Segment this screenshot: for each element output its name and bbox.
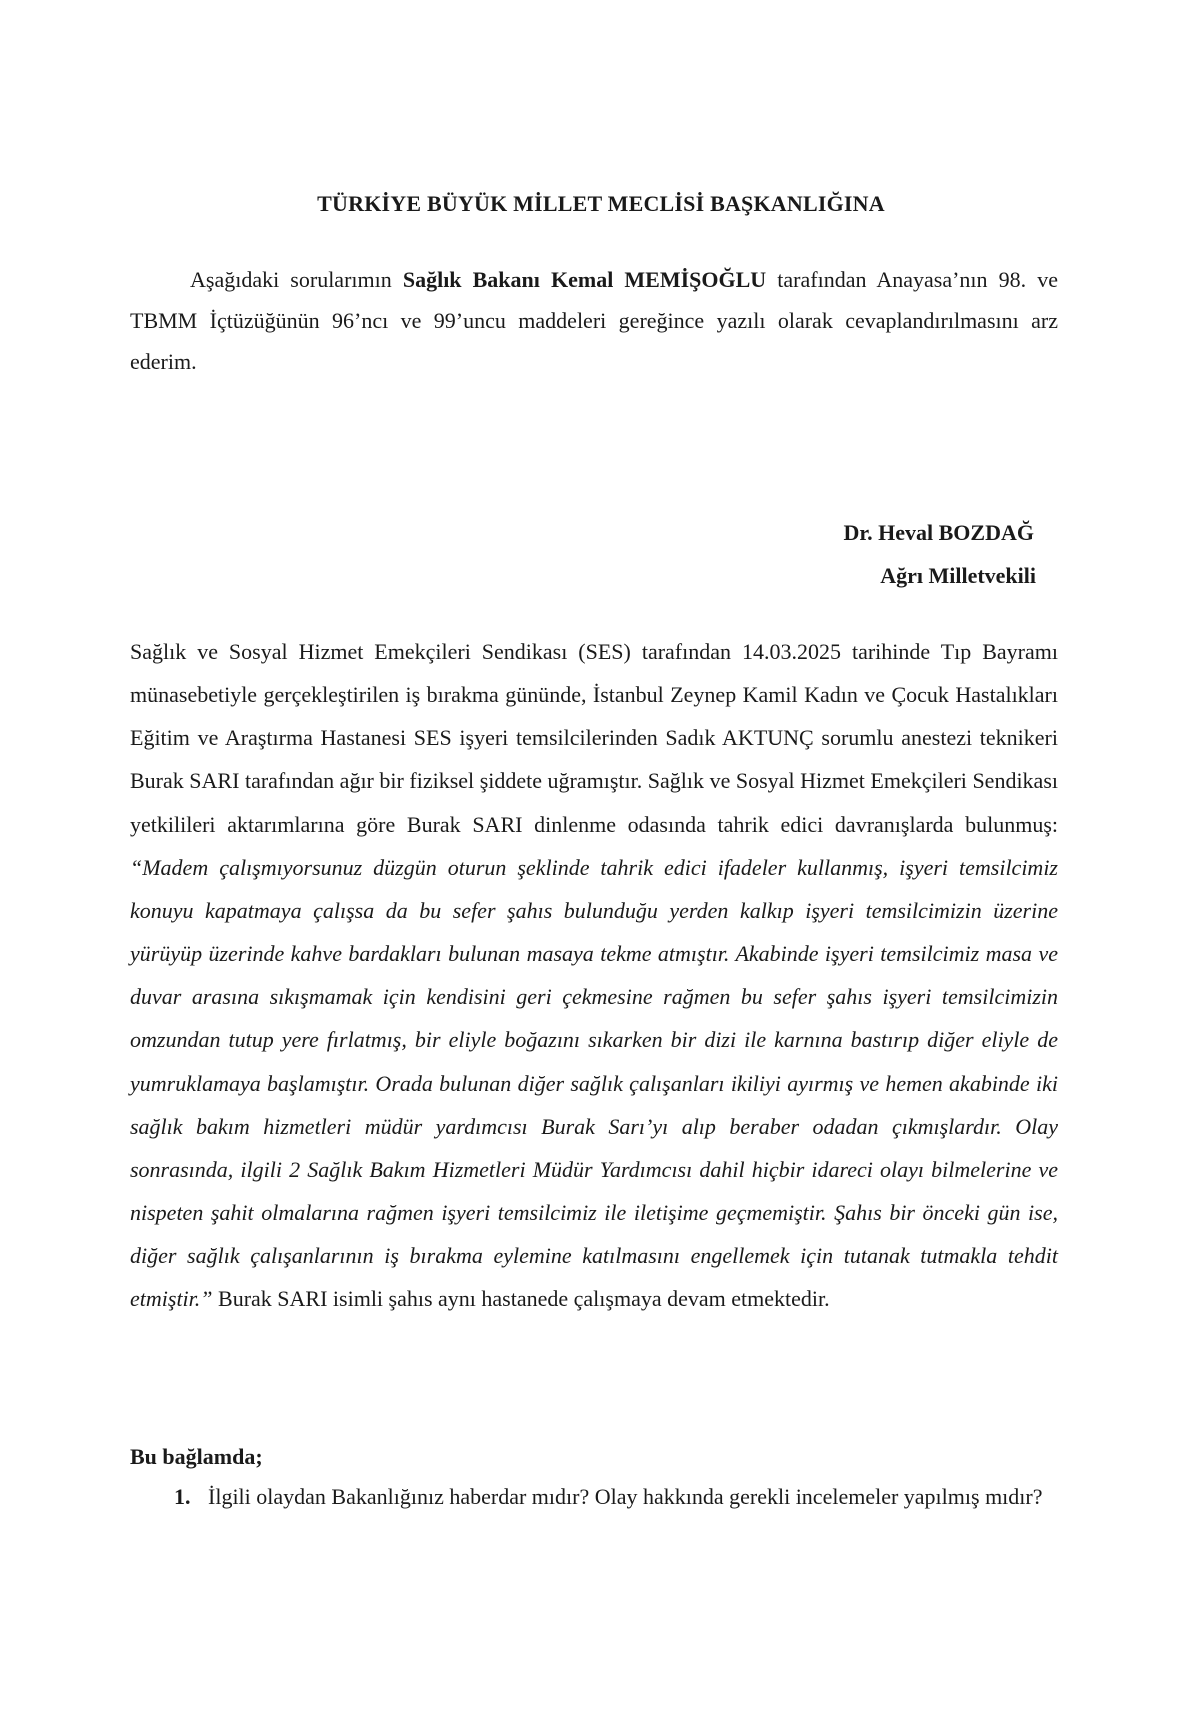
body-lead: Sağlık ve Sosyal Hizmet Emekçileri Sendikası (SES) tarafından 14.03.2025 tarihinde Tıp Bayramı münasebetiyle gerçekleştirilen iş bırakma gününde, İstanbul Zeynep Kamil Kadın ve Çocuk Hastalıkları Eğitim ve Araştırma Hastanesi SES işyeri temsilcilerinden Sadık AKTUNÇ sorumlu anestezi teknikeri Burak SARI tarafından ağır bir fiziksel şiddete uğramıştır. Sağlık ve Sosyal Hizmet Emekçileri Sendikası yetkilileri aktarımlarına göre Burak SARI dinlenme odasında tahrik edici davranışlarda bulunmuş: bbox=[130, 639, 1058, 837]
intro-minister: Sağlık Bakanı Kemal MEMİŞOĞLU bbox=[402, 267, 767, 292]
document-title: TÜRKİYE BÜYÜK MİLLET MECLİSİ BAŞKANLIĞINA bbox=[317, 191, 885, 216]
question-list bbox=[130, 1475, 1058, 1518]
body-paragraph bbox=[130, 630, 1058, 1321]
body-quote: “Madem çalışmıyorsunuz düzgün oturun şeklinde tahrik edici ifadeler kullanmış, işyeri temsilcimiz konuyu kapatmaya çalışsa da bu sefer şahıs bulunduğu yerden kalkıp işyeri temsilcimizin üzerine yürüyüp üzerinde kahve bardakları bulunan masaya tekme atmıştır. Akabinde işyeri temsilcimiz masa ve duvar arasına sıkışmamak için kendisini geri çekmesine rağmen bu sefer şahıs işyeri temsilcimizin omzundan tutup yere fırlatmış, bir eliyle boğazını sıkarken bir dizi ile karnına bastırıp diğer eliyle de yumruklamaya başlamıştır. Orada bulunan diğer sağlık çalışanları ikiliyi ayırmış ve hemen akabinde iki sağlık bakım hizmetleri müdür yardımcısı Burak Sarı’yı alıp beraber odadan çıkmışlardır. Olay sonrasında, ilgili 2 Sağlık Bakım Hizmetleri Müdür Yardımcısı dahil hiçbir idareci olayı bilmelerine ve nispeten şahit olmalarına rağmen işyeri temsilcimiz ile iletişime geçmemiştir. Şahıs bir önceki gün ise, diğer sağlık çalışanlarının iş bırakma eylemine katılmasını engellemek için tutanak tutmakla tehdit etmiştir.” bbox=[130, 854, 1058, 1312]
intro-before: Aşağıdaki sorularımın bbox=[190, 267, 403, 292]
question-number: 1. bbox=[174, 1484, 191, 1509]
intro-after: tarafından Anayasa’nın 98. ve TBMM İçtüzüğünün 96’ncı ve 99’uncu maddeleri gereğince yazılı olarak cevaplandırılmasını arz ederim. bbox=[130, 267, 1059, 374]
question-item bbox=[130, 1475, 1058, 1518]
signature-role: Ağrı Milletvekili bbox=[880, 563, 1036, 588]
intro-paragraph bbox=[130, 259, 1058, 382]
question-text: İlgili olaydan Bakanlığınız haberdar mıdır? Olay hakkında gerekli incelemeler yapılmış mıdır? bbox=[208, 1484, 1043, 1509]
context-heading: Bu bağlamda; bbox=[130, 1444, 263, 1469]
body-tail: Burak SARI isimli şahıs aynı hastanede çalışmaya devam etmektedir. bbox=[212, 1286, 830, 1312]
signature-name: Dr. Heval BOZDAĞ bbox=[843, 520, 1034, 545]
